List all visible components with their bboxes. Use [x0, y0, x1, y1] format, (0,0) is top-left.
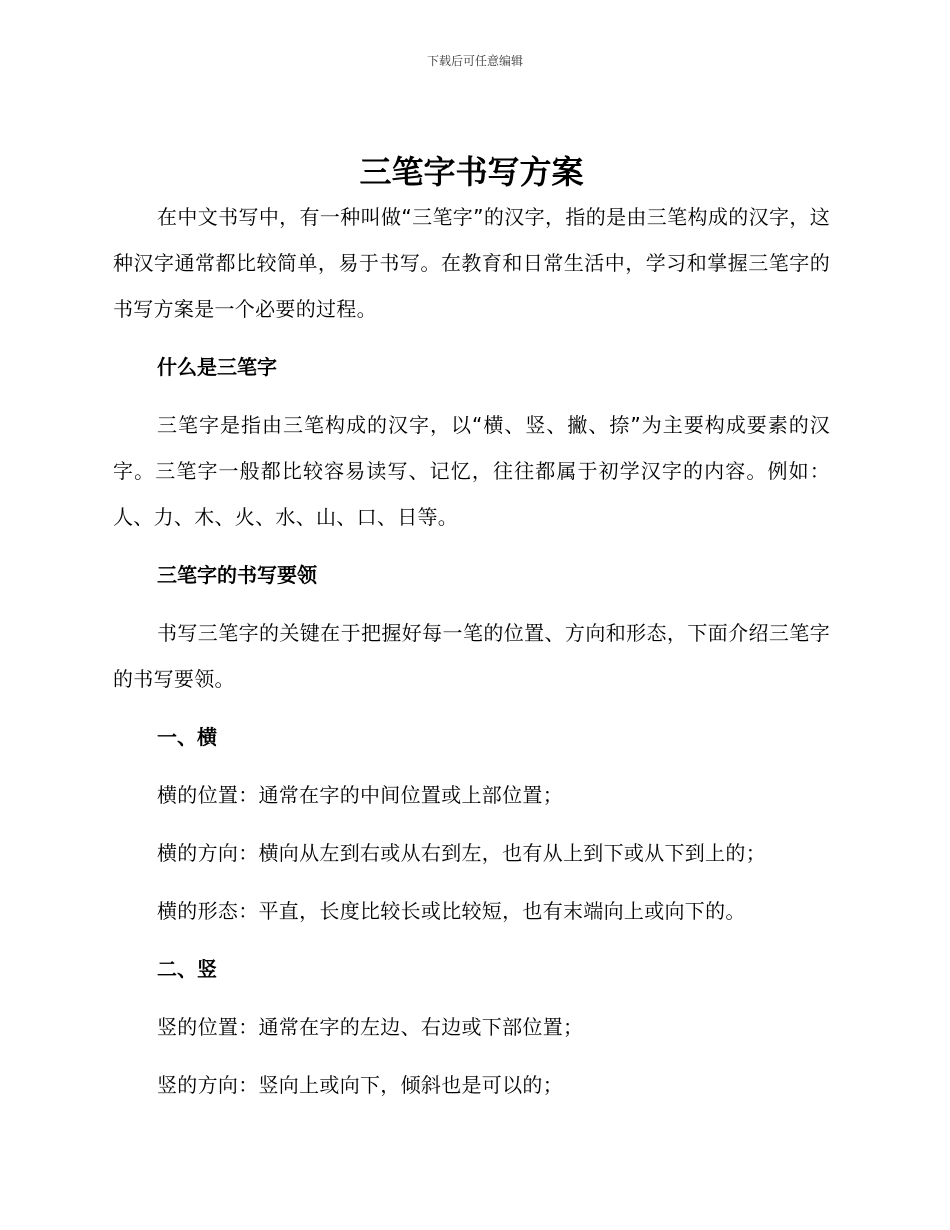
stroke-heading-shu: 二、竖 [157, 957, 217, 981]
intro-paragraph: 在中文书写中，有一种叫做“三笔字”的汉字，指的是由三笔构成的汉字，这种汉字通常都比较简单，易于书写。在教育和日常生活中，学习和掌握三笔字的书写方案是一个必要的过程。 [113, 205, 830, 321]
heng-position: 横的位置：通常在字的中间位置或上部位置； [157, 783, 563, 807]
spacer [113, 598, 830, 610]
spacer [113, 876, 830, 888]
stroke-heading-heng: 一、横 [157, 725, 217, 749]
spacer [113, 702, 830, 714]
header-note: 下载后可任意编辑 [426, 54, 523, 68]
spacer [113, 760, 830, 772]
document-content [113, 150, 830, 1108]
spacer [113, 992, 830, 1004]
section-body-essentials: 书写三笔字的关键在于把握好每一笔的位置、方向和形态，下面介绍三笔字的书写要领。 [113, 621, 830, 691]
document-title: 三笔字书写方案 [359, 153, 584, 191]
section-body-what: 三笔字是指由三笔构成的汉字，以“横、竖、撇、捺”为主要构成要素的汉字。三笔字一般都比较容易读写、记忆，往往都属于初学汉字的内容。例如：人、力、木、火、水、山、口、日等。 [113, 413, 830, 529]
spacer [113, 540, 830, 552]
heng-shape: 横的形态：平直，长度比较长或比较短，也有末端向上或向下的。 [157, 899, 746, 923]
spacer [113, 934, 830, 946]
spacer [113, 1050, 830, 1062]
spacer [113, 818, 830, 830]
shu-direction: 竖的方向：竖向上或向下，倾斜也是可以的； [157, 1073, 563, 1097]
spacer [113, 390, 830, 402]
heng-direction: 横的方向：横向从左到右或从右到左，也有从上到下或从下到上的； [157, 841, 766, 865]
spacer [113, 332, 830, 344]
section-heading-essentials: 三笔字的书写要领 [157, 563, 317, 587]
section-heading-what: 什么是三笔字 [157, 355, 277, 379]
shu-position: 竖的位置：通常在字的左边、右边或下部位置； [157, 1015, 584, 1039]
